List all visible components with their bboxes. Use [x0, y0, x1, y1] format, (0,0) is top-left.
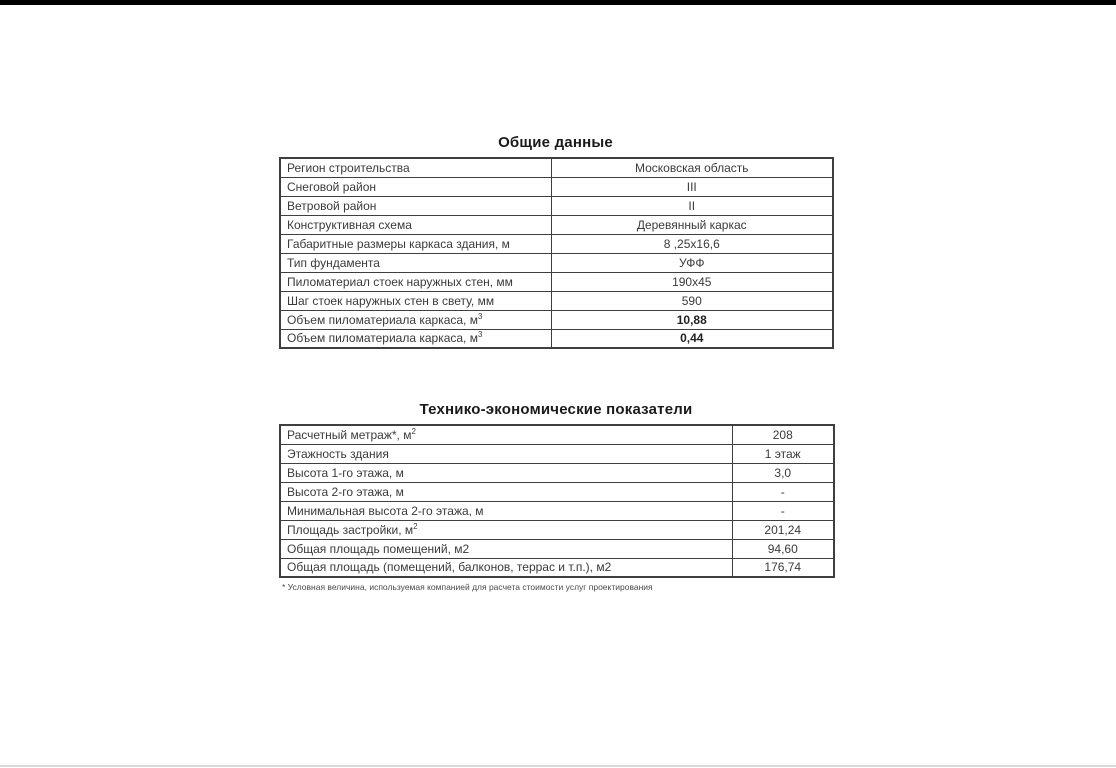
row-label: Высота 2-го этажа, м	[280, 482, 732, 501]
row-value: 1 этаж	[732, 444, 834, 463]
row-label: Площадь застройки, $м^2$	[280, 520, 732, 539]
row-label: Пиломатериал стоек наружных стен, мм	[280, 272, 551, 291]
table-row	[280, 177, 833, 196]
table-row	[280, 272, 833, 291]
row-value: 8 ,25x16,6	[551, 234, 833, 253]
tech-economic-table-title: Технико-экономические показатели	[419, 401, 693, 418]
table-row	[280, 310, 833, 329]
row-label: Тип фундамента	[280, 253, 551, 272]
table-row	[280, 520, 834, 539]
top-border-bar	[0, 0, 1116, 5]
row-label: Регион строительства	[280, 158, 551, 177]
row-value: II	[551, 196, 833, 215]
general-data-table	[279, 157, 834, 349]
superscript: 3	[477, 330, 483, 340]
row-value: -	[732, 501, 834, 520]
tech-economic-table	[279, 424, 835, 578]
row-value: 0,44	[551, 329, 833, 348]
table-row	[280, 558, 834, 577]
row-label: Этажность здания	[280, 444, 732, 463]
footnote: * Условная величина, используемая компанией для расчета стоимости услуг проектирования	[282, 582, 653, 592]
superscript: 3	[477, 311, 483, 321]
row-label: Снеговой район	[280, 177, 551, 196]
row-value: -	[732, 482, 834, 501]
row-label: Шаг стоек наружных стен в свету, мм	[280, 291, 551, 310]
table-row	[280, 539, 834, 558]
row-label: Ветровой район	[280, 196, 551, 215]
table-row	[280, 158, 833, 177]
table-row	[280, 444, 834, 463]
table-row	[280, 482, 834, 501]
table-row	[280, 501, 834, 520]
row-value: 208	[732, 425, 834, 444]
general-table-title: Общие данные	[498, 134, 613, 151]
table-row	[280, 463, 834, 482]
table-row	[280, 291, 833, 310]
row-label: Габаритные размеры каркаса здания, м	[280, 234, 551, 253]
row-label: Объем пиломатериала каркаса, $м^3$	[280, 329, 551, 348]
row-label: Общая площадь (помещений, балконов, террас и т.п.), м2	[280, 558, 732, 577]
tech-economic-section	[279, 401, 833, 592]
row-value: 10,88	[551, 310, 833, 329]
row-value: УФФ	[551, 253, 833, 272]
row-label: Конструктивная схема	[280, 215, 551, 234]
superscript: 2	[413, 521, 418, 531]
row-label: Расчетный метраж*, $м^2$	[280, 425, 732, 444]
table-row	[280, 329, 833, 348]
table-row	[280, 425, 834, 444]
row-label: Минимальная высота 2-го этажа, м	[280, 501, 732, 520]
row-value: Деревянный каркас	[551, 215, 833, 234]
row-label: Общая площадь помещений, м2	[280, 539, 732, 558]
row-value: 190x45	[551, 272, 833, 291]
row-value: 590	[551, 291, 833, 310]
row-value: 94,60	[732, 539, 834, 558]
table-row	[280, 215, 833, 234]
row-value: Московская область	[551, 158, 833, 177]
table-row	[280, 253, 833, 272]
bottom-divider-line	[0, 765, 1116, 767]
row-label: Объем пиломатериала каркаса, $м^3$	[280, 310, 551, 329]
table-row	[280, 196, 833, 215]
superscript: 2	[411, 426, 416, 436]
row-value: 176,74	[732, 558, 834, 577]
table-row	[280, 234, 833, 253]
row-label: Высота 1-го этажа, м	[280, 463, 732, 482]
row-value: 201,24	[732, 520, 834, 539]
row-value: III	[551, 177, 833, 196]
general-data-section	[279, 134, 832, 349]
row-value: 3,0	[732, 463, 834, 482]
